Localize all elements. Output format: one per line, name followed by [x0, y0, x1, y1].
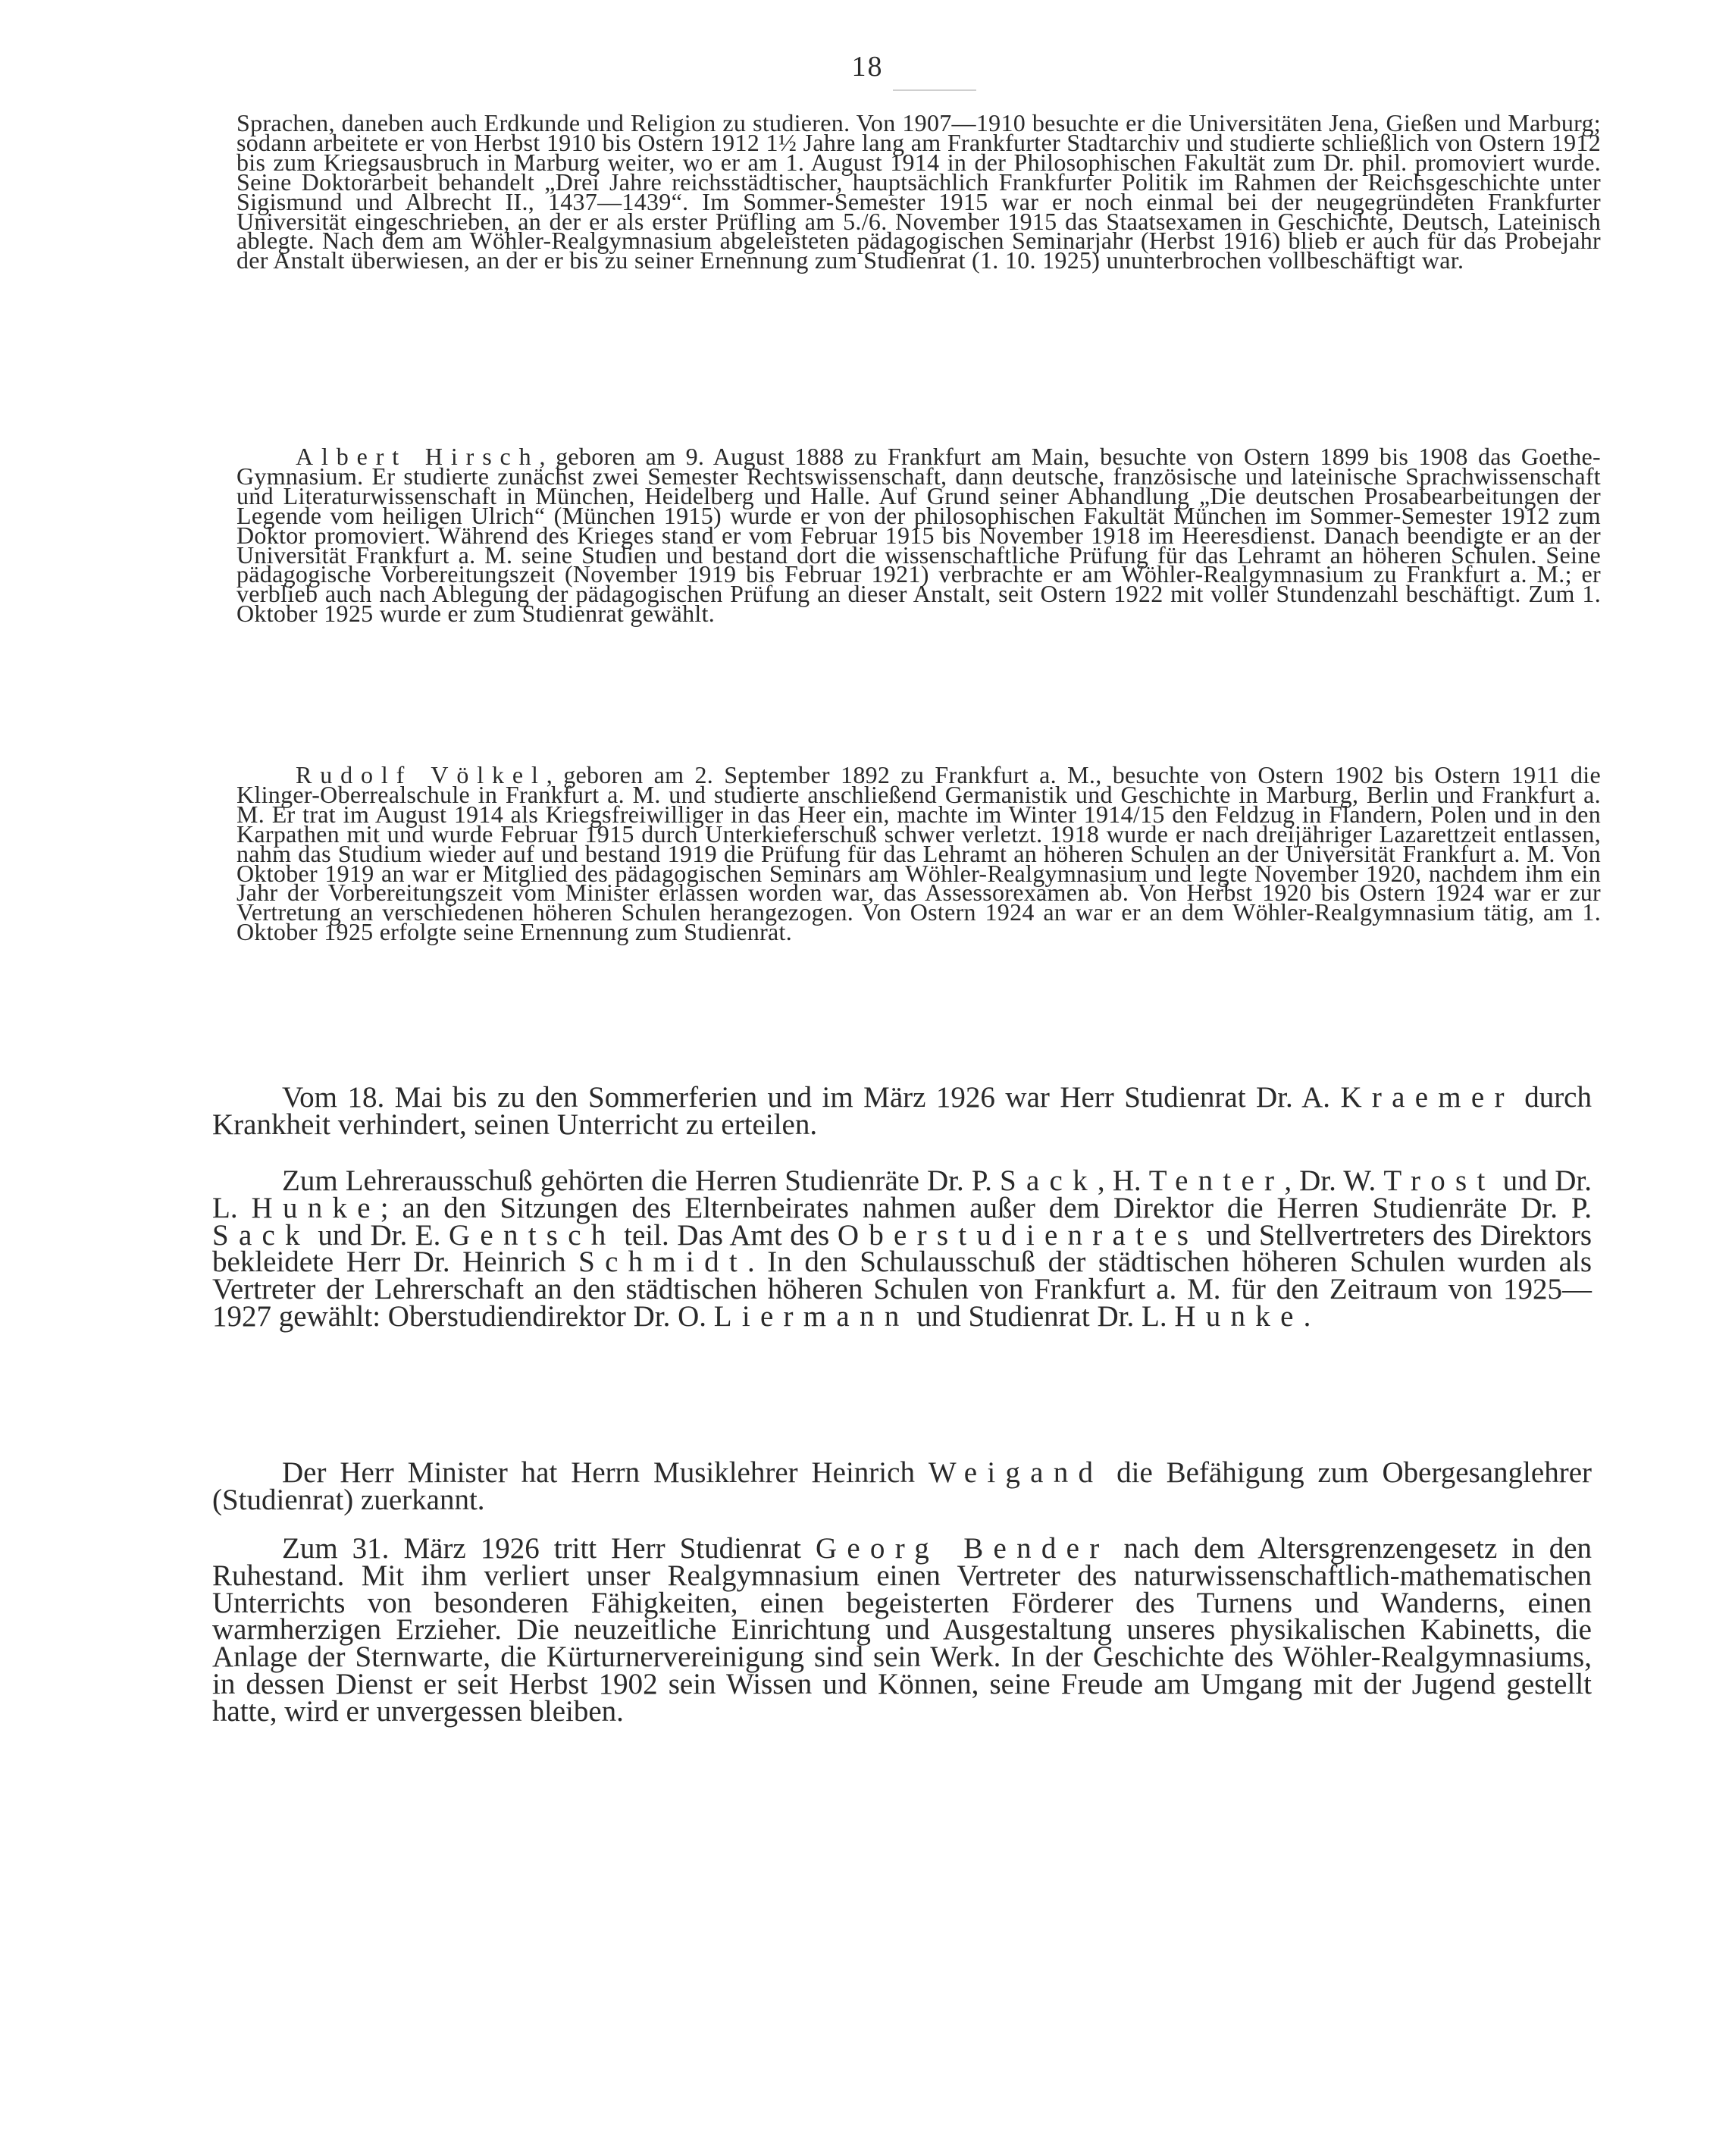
- spaced-name: Sack: [212, 1218, 310, 1252]
- page-number-rule: [893, 89, 976, 91]
- paragraph-albert-hirsch: [236, 443, 1601, 628]
- paragraph-text: teil. Das Amt des: [615, 1218, 838, 1252]
- paragraph-weigand: [212, 1456, 1592, 1516]
- paragraph-text: und Dr. L.: [212, 1164, 1592, 1224]
- spaced-name: Sack: [1000, 1164, 1098, 1197]
- paragraph-text: Zum Lehrerausschuß gehörten die Herren Studienräte Dr. P.: [282, 1164, 1001, 1197]
- spaced-name: Hunke: [251, 1191, 381, 1224]
- paragraph-text: Der Herr Minister hat Herrn Musiklehrer Heinrich: [282, 1456, 929, 1489]
- spaced-name: Rudolf Völkel: [296, 761, 546, 788]
- paragraph-text: . In den Schulausschuß der städtischen höheren Schulen wurden als Vertreter der Lehrerschaft an den städtischen höheren Schulen von Frankfurt a. M. für den Zeitraum von 1925—1927 gewählt: Oberstudiendirektor Dr. O.: [212, 1246, 1593, 1333]
- paragraph-georg-bender: [212, 1532, 1593, 1728]
- paragraph-text: die Befähigung zum Obergesanglehrer (Studienrat) zuerkannt.: [212, 1456, 1592, 1516]
- page-number: 18: [851, 51, 884, 83]
- paragraph-text: Zum 31. März 1926 tritt Herr Studienrat: [282, 1532, 816, 1565]
- spaced-name: Trost: [1383, 1164, 1495, 1197]
- spaced-name: Weigand: [928, 1456, 1104, 1489]
- paragraph-text: ; an den Sitzungen des Elternbeirates nahmen außer dem Direktor die Herren Studienräte Dr. P.: [380, 1191, 1592, 1224]
- spaced-name: Albert Hirsch: [296, 443, 540, 470]
- paragraph-text: und Dr. E.: [309, 1218, 449, 1252]
- paragraph-text: .: [1303, 1299, 1311, 1333]
- paragraph-text: und Studienrat Dr. L.: [909, 1299, 1175, 1333]
- spaced-name: Oberstudienrates: [837, 1218, 1199, 1252]
- paragraph-text: Sprachen, daneben auch Erdkunde und Religion zu studieren. Von 1907—1910 besuchte er die Universitäten Jena, Gießen und Marburg; sodann arbeitete er von Herbst 1910 bis Ostern 1912 1½ Jahre lang am Frankfurter Stadtarchiv und studierte schließlich von Ostern 1912 bis zum Kriegsausbruch in Marburg weiter, wo er am 1. August 1914 in der Philosophischen Fakultät zum Dr. phil. promoviert wurde. Seine Doktorarbeit behandelt „Drei Jahre reichsstädtischer, hauptsächlich Frankfurter Politik im Rahmen der Reichsgeschichte unter Sigismund und Albrecht II., 1437—1439“. Im Sommer-Semester 1915 war er noch einmal bei der neugegründeten Frankfurter Universität eingeschrieben, an der er als erster Prüfling am 5./6. November 1915 das Staatsexamen in Geschichte, Deutsch, Lateinisch ablegte. Nach dem am Wöhler-Realgymnasium abgeleisteten pädagogischen Seminarjahr (Herbst 1916) blieb er auch für das Probejahr der Anstalt überwiesen, an der er bis zu seiner Ernennung zum Studienrat (1. 10. 1925) ununterbrochen vollbeschäftigt war.: [236, 109, 1601, 274]
- paragraph-text: und Stellvertreters des Direktors bekleidete Herr Dr. Heinrich: [212, 1218, 1593, 1279]
- paragraph-text: , geboren am 2. September 1892 zu Frankfurt a. M., besuchte von Ostern 1902 bis Ostern 1911 die Klinger-Oberrealschule in Frankfurt a. M. und studierte anschließend Germanistik und Geschichte in Marburg, Berlin und Frankfurt a. M. Er trat im August 1914 als Kriegsfreiwilliger in das Heer ein, machte im Winter 1914/15 den Feldzug in Flandern, Polen und in den Karpathen mit und wurde Februar 1915 durch Unterkieferschuß schwer verletzt. 1918 wurde er nach dreijähriger Lazarettzeit entlassen, nahm das Studium wieder auf und bestand 1919 die Prüfung für das Lehramt an höheren Schulen an der Universität Frankfurt a. M. Von Oktober 1919 an war er Mitglied des pädagogischen Seminars am Wöhler-Realgymnasium und legte November 1920, nachdem ihm ein Jahr der Vorbereitungszeit vom Minister erlassen worden war, das Assessorexamen ab. Von Herbst 1920 bis Ostern 1924 war er zur Vertretung an verschiedenen höheren Schulen herangezogen. Von Ostern 1924 an war er an dem Wöhler-Realgymnasium tätig, am 1. Oktober 1925 erfolgte seine Ernennung zum Studienrat.: [236, 761, 1601, 946]
- spaced-name: Georg Bender: [815, 1532, 1110, 1565]
- paragraph-rudolf-voelkel: [236, 761, 1601, 946]
- spaced-name: Gentsch: [448, 1218, 616, 1252]
- paragraph-text: , H.: [1097, 1164, 1149, 1197]
- paragraph-text: Vom 18. Mai bis zu den Sommerferien und im März 1926 war Herr Studienrat Dr. A.: [282, 1081, 1341, 1114]
- spaced-name: Liermann: [713, 1299, 910, 1333]
- paragraph-text: durch Krankheit verhindert, seinen Unterricht zu erteilen.: [212, 1081, 1592, 1141]
- paragraph-committees: [212, 1164, 1593, 1333]
- paragraph-biography-continued: [236, 109, 1601, 274]
- paragraph-text: , geboren am 9. August 1888 zu Frankfurt am Main, besuchte von Ostern 1899 bis 1908 das Goethe-Gymnasium. Er studierte zunächst zwei Semester Rechtswissenschaft, dann deutsche, französische und lateinische Sprachwissenschaft und Literaturwissenschaft in München, Heidelberg und Halle. Auf Grund seiner Abhandlung „Die deutschen Prosabearbeitungen der Legende vom heiligen Ulrich“ (München 1915) wurde er von der philosophischen Fakultät München im Sommer-Semester 1912 zum Doktor promoviert. Während des Krieges stand er vom Februar 1915 bis November 1918 im Heeresdienst. Danach beendigte er an der Universität Frankfurt a. M. seine Studien und bestand dort die wissenschaftliche Prüfung für das Lehramt an höheren Schulen. Seine pädagogische Vorbereitungszeit (November 1919 bis Februar 1921) verbrachte er am Wöhler-Realgymnasium zu Frankfurt a. M.; er verblieb auch nach Ablegung der pädagogischen Prüfung an dieser Anstalt, seit Ostern 1922 mit voller Stundenzahl beschäftigt. Zum 1. Oktober 1925 wurde er zum Studienrat gewählt.: [236, 443, 1601, 628]
- paragraph-kraemer-absence: [212, 1081, 1592, 1141]
- spaced-name: Kraemer: [1340, 1081, 1514, 1114]
- paragraph-text: , Dr. W.: [1284, 1164, 1384, 1197]
- spaced-name: Schmidt: [578, 1246, 747, 1279]
- paragraph-text: nach dem Altersgrenzengesetz in den Ruhestand. Mit ihm verliert unser Realgymnasium einen Vertreter des naturwissenschaftlich-mathematischen Unterrichts von besonderen Fähigkeiten, einen begeisterten Förderer des Turnens und Wanderns, einen warmherzigen Erzieher. Die neuzeitliche Einrichtung und Ausgestaltung unseres physikalischen Kabinetts, die Anlage der Sternwarte, die Kürturnervereinigung sind sein Werk. In der Geschichte des Wöhler-Realgymnasiums, in dessen Dienst er seit Herbst 1902 sein Wissen und Können, seine Freude am Umgang mit der Jugend gestellt hatte, wird er unvergessen bleiben.: [212, 1532, 1593, 1728]
- spaced-name: Hunke: [1174, 1299, 1304, 1333]
- spaced-name: Tenter: [1148, 1164, 1285, 1197]
